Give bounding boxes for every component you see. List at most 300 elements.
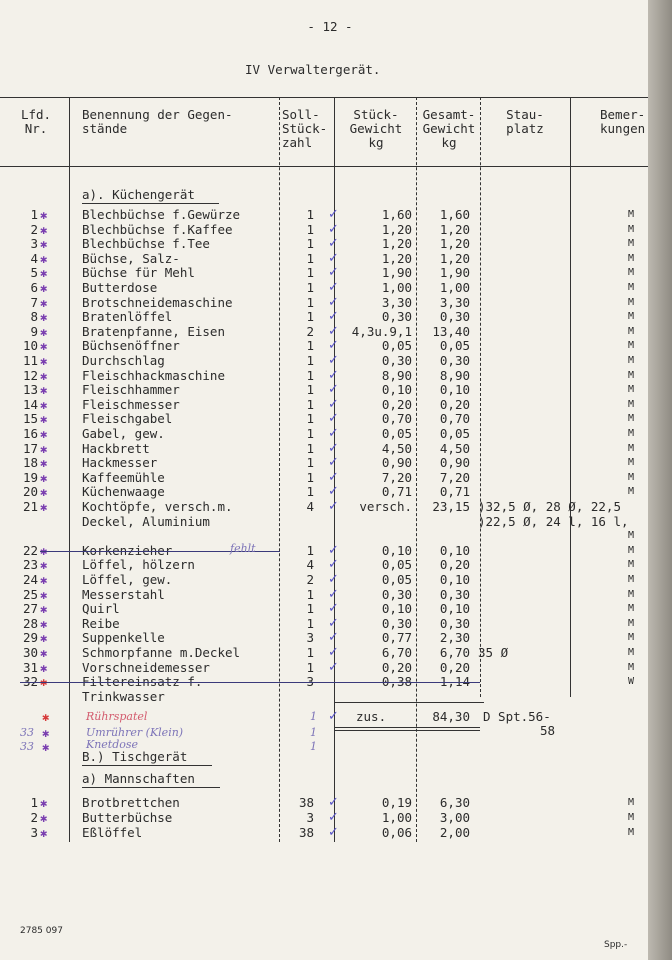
row-stueck-gewicht: 0,77 [381,630,412,646]
row-bemerkung: M [628,282,635,293]
row-gesamt-gewicht: 2,30 [439,630,470,646]
row-stueck-gewicht: 0,30 [381,309,412,325]
row-name: Messerstahl [82,586,165,602]
section-b-title: B.) Tischgerät [82,749,188,765]
check-tick: ✓ [328,586,339,602]
row-bemerkung: M [628,617,635,629]
row-bemerkung: M [628,369,635,381]
handwritten-umruehrer: Umrührer (Klein) [86,726,184,740]
row-stueck-gewicht: 0,30 [381,615,412,631]
check-tick: ✓ [328,280,339,295]
row-bemerkung: M [628,325,635,337]
row-gesamt-gewicht: 0,10 [439,542,470,558]
page-number: - 12 - [307,19,353,34]
check-tick: ✓ [328,810,339,825]
row-bemerkung: M [628,826,635,838]
purple-star-mark: ✱ [40,485,48,500]
section-b-underline [82,765,212,766]
row-soll: 1 [306,586,314,602]
row-number: 27 [22,601,38,617]
row-name: Suppenkelle [82,630,165,646]
row-name: Löffel, hölzern [82,557,195,573]
row-bemerkung: M [628,574,635,585]
section-a-underline [82,203,219,204]
row-number: 10 [22,338,38,354]
row-gesamt-gewicht: 1,60 [439,207,470,222]
row-stueck-gewicht: 6,70 [381,645,412,660]
row-number: 14 [22,396,38,412]
row-number: 29 [22,630,38,646]
check-tick: ✓ [328,396,339,412]
row-soll: 1 [306,367,314,383]
row-stueck-gewicht: 0,10 [381,542,412,558]
footer-right: Spp.- [604,940,628,950]
row-bemerkung: M [628,384,635,396]
row-number: 20 [22,484,38,500]
check-tick: ✓ [328,338,339,354]
row-number: 11 [22,353,38,368]
row-number: 9 [30,323,38,339]
red-star-mark: ✱ [42,710,50,725]
row-number: 16 [22,426,38,441]
row-stueck-gewicht: 1,20 [381,236,412,252]
row-gesamt-gewicht: 0,30 [439,309,470,325]
row-name: Fleischhammer [82,382,180,398]
section-b-sub-underline [82,787,220,788]
row-soll: 1 [306,280,314,295]
row-gesamt-gewicht: 6,70 [439,645,470,660]
row-gesamt-gewicht: 0,71 [439,484,470,500]
purple-star-mark: ✱ [40,354,48,368]
row-soll: 3 [306,810,314,825]
row-stueck-gewicht: 0,05 [381,338,412,354]
purple-star-mark: ✱ [40,237,48,252]
row-name: Büchsenöffner [82,338,180,354]
check-tick: ✓ [328,542,339,558]
total-gesamt: 84,30 [432,709,470,725]
row-name: Korkenzieher [82,542,173,558]
row-name: Quirl [82,601,120,617]
purple-star-mark: ✱ [40,796,48,811]
row-name: Reibe [82,615,120,631]
total-double-rule-1 [334,727,480,728]
row-number: 4 [30,250,38,266]
col-sep-6 [570,97,571,697]
row-bemerkung: M [628,398,635,410]
check-tick: ✓ [328,265,339,281]
row-soll: 2 [306,572,314,587]
row-soll: 1 [306,294,314,310]
row-stueck-gewicht: 0,10 [381,601,412,617]
row-soll: 1 [306,484,314,500]
check-tick: ✓ [328,323,339,339]
document-title: IV Verwaltergerät. [245,62,381,77]
row-gesamt-gewicht: 1,20 [439,236,470,252]
handwritten-nr-33: 33 [20,726,34,740]
row-gesamt-gewicht: 0,10 [439,601,470,617]
row-stueck-gewicht: 1,90 [381,265,412,281]
row-soll: 1 [306,542,314,558]
purple-star-mark: ✱ [40,368,48,383]
check-tick: ✓ [328,207,339,222]
header-bem: Bemer- kungen [600,107,646,136]
purple-star-mark: ✱ [40,587,48,602]
row-name: Hackmesser [82,455,158,471]
purple-star-mark: ✱ [40,825,48,840]
section-b-subtitle: a) Mannschaften [82,771,195,787]
row-gesamt-gewicht: 2,00 [439,824,470,840]
check-tick: ✓ [328,499,339,514]
check-tick: ✓ [328,367,339,383]
purple-star-mark: ✱ [40,646,48,660]
row-bemerkung: M [628,812,635,823]
row-number: 12 [22,367,38,383]
handwritten-ruehrspatel: Rührspatel [86,710,148,724]
handwritten-umruehrer-qty: 1 [310,726,317,740]
row-name: Löffel, gew. [82,572,173,587]
row-gesamt-gewicht: 0,30 [439,586,470,602]
row-bemerkung: M [628,457,635,469]
row-stueck-gewicht: 0,05 [381,426,412,441]
row-gesamt-gewicht: 0,20 [439,396,470,412]
row-soll: 38 [298,824,314,840]
row-stueck-gewicht: 0,05 [381,557,412,573]
row-number: 32 [22,674,38,690]
row-stueck-gewicht: 0,20 [381,659,412,675]
check-tick: ✓ [328,309,339,325]
purple-star-mark: ✱ [40,281,48,295]
check-tick: ✓ [328,250,339,266]
row-number: 13 [22,382,38,398]
row-soll: 1 [306,207,314,222]
purple-star-mark: ✱ [40,602,48,617]
row-bemerkung: M [628,544,635,556]
purple-star-mark: ✱ [40,500,48,514]
row-soll: 1 [306,382,314,398]
row-gesamt-gewicht: 3,00 [439,810,470,825]
row-name: Kochtöpfe, versch.m. [82,499,233,514]
check-tick: ✓ [328,659,339,675]
total-stauplatz: D Spt.56- [483,709,551,725]
row-stueck-gewicht: 1,00 [381,810,412,825]
check-tick: ✓ [328,294,339,310]
row-name: Brotschneidemaschine [82,294,233,310]
purple-star-mark: ✱ [40,324,48,339]
row-stueck-gewicht: 1,00 [381,280,412,295]
purple-star-mark: ✱ [40,208,48,222]
row-number: 8 [30,309,38,325]
row-soll: 3 [306,674,314,690]
row-bemerkung: M [628,559,635,571]
row-stueck-gewicht: 0,70 [381,411,412,427]
row-gesamt-gewicht: 1,14 [439,674,470,690]
check-tick: ✓ [328,426,339,441]
row-stueck-gewicht: 0,38 [381,674,412,690]
check-tick: ✓ [328,630,339,646]
row-gesamt-gewicht: 0,10 [439,382,470,398]
row-bemerkung: M [628,413,635,425]
row-number: 30 [22,645,38,660]
row-number: 28 [22,615,38,631]
purple-star-mark: ✱ [40,470,48,485]
row-gesamt-gewicht: 1,00 [439,280,470,295]
purple-star-mark: ✱ [40,631,48,646]
purple-star-mark: ✱ [40,543,48,558]
purple-star-mark: ✱ [40,266,48,281]
row-stueck-gewicht: 0,19 [381,795,412,811]
handwritten-knetdose: Knetdose [86,738,139,752]
row-gesamt-gewicht: 6,30 [439,795,470,811]
col-sep-2 [279,97,280,842]
row-stueck-gewicht: 0,71 [381,484,412,500]
row-number: 22 [22,542,38,558]
row-stueck-gewicht: 1,20 [381,250,412,266]
check-tick: ✓ [328,411,339,427]
row-soll: 1 [306,645,314,660]
handwritten-knetdose-qty: 1 [310,740,317,754]
total-double-rule-2 [334,730,480,731]
row-soll: 1 [306,221,314,237]
row-soll: 1 [306,353,314,368]
row-gesamt-gewicht: 1,20 [439,221,470,237]
row-bemerkung: M [628,252,635,264]
row-stueck-gewicht: 0,90 [381,455,412,471]
row-name: Vorschneidemesser [82,659,210,675]
row-name: Eßlöffel [82,824,143,840]
row-number: 2 [30,810,38,825]
row-soll: 3 [306,630,314,646]
row-stueck-gewicht: 3,30 [381,294,412,310]
check-tick: ✓ [328,455,339,471]
total-stauplatz-2: 58 [540,723,556,739]
footer-code: 2785 097 [20,926,63,936]
header-soll: Soll- Stück- zahl [282,107,328,150]
row-name: Fleischmesser [82,396,180,412]
purple-star-mark: ✱ [42,740,50,755]
row-number: 5 [30,265,38,281]
header-name: Benennung der Gegen- stände [82,107,233,136]
row-name: Deckel, Aluminium [82,513,210,529]
row-stueck-gewicht: versch. [359,499,412,514]
row-bemerkung: W [628,676,635,688]
row-gesamt-gewicht: 0,05 [439,338,470,354]
row-number: 21 [22,499,38,514]
header-lfd: Lfd. Nr. [20,107,52,136]
row-bemerkung: M [628,267,635,279]
check-tick: ✓ [328,795,339,811]
check-tick: ✓ [328,709,339,725]
row-name: Butterdose [82,280,158,295]
purple-star-mark: ✱ [40,310,48,325]
check-tick: ✓ [328,824,339,840]
row-stueck-gewicht: 0,10 [381,382,412,398]
row-bemerkung: M [628,530,635,542]
purple-star-mark: ✱ [40,441,48,456]
row-bemerkung: M [628,603,635,615]
row-bemerkung: M [628,632,635,644]
row-gesamt-gewicht: 1,90 [439,265,470,281]
row-stueck-gewicht: 0,20 [381,396,412,412]
row-gesamt-gewicht: 7,20 [439,469,470,485]
purple-star-mark: ✱ [42,726,50,741]
row-bemerkung: M [628,340,635,352]
row-bemerkung: M [628,797,635,809]
row-number: 31 [22,659,38,675]
purple-star-mark: ✱ [40,573,48,587]
row-stueck-gewicht: 1,60 [381,207,412,222]
row-soll: 1 [306,455,314,471]
check-tick: ✓ [328,601,339,617]
row-name: Filtereinsatz f. [82,674,203,690]
row-name: Blechbüchse f.Tee [82,236,210,252]
row-gesamt-gewicht: 0,70 [439,411,470,427]
col-sep-5 [480,97,481,697]
row-name: Trinkwasser [82,688,165,704]
row-stauplatz: 35 Ø [478,645,509,660]
row-gesamt-gewicht: 0,30 [439,615,470,631]
purple-star-mark: ✱ [40,295,48,310]
row-bemerkung: M [628,311,635,323]
row-number: 3 [30,236,38,252]
row-bemerkung: M [628,471,635,483]
row-number: 3 [30,824,38,840]
row-name: Kaffeemühle [82,469,165,485]
check-tick: ✓ [328,353,339,368]
row-soll: 1 [306,469,314,485]
row-soll: 1 [306,396,314,412]
purple-star-mark: ✱ [40,616,48,631]
purple-star-mark: ✱ [40,811,48,825]
row-stauplatz: )22,5 Ø, 24 l, 16 l, [478,513,629,529]
check-tick: ✓ [328,440,339,456]
row-name: Durchschlag [82,353,165,368]
purple-star-mark: ✱ [40,456,48,471]
row-bemerkung: M [628,355,635,366]
check-tick: ✓ [328,484,339,500]
row-soll: 1 [306,411,314,427]
row-gesamt-gewicht: 0,20 [439,659,470,675]
row-number: 15 [22,411,38,427]
row-gesamt-gewicht: 13,40 [432,323,470,339]
row-name: Brotbrettchen [82,795,180,811]
row-number: 1 [30,795,38,811]
check-tick: ✓ [328,221,339,237]
handwritten-ruehrspatel-qty: 1 [310,710,317,724]
row-name: Hackbrett [82,440,150,456]
row-stueck-gewicht: 0,30 [381,353,412,368]
header-bottom-rule [0,166,648,167]
row-number: 23 [22,557,38,573]
check-tick: ✓ [328,236,339,252]
row-bemerkung: M [628,296,635,308]
purple-star-mark: ✱ [40,675,48,690]
row-number: 18 [22,455,38,471]
row-soll: 38 [298,795,314,811]
row-number: 24 [22,572,38,587]
row-gesamt-gewicht: 8,90 [439,367,470,383]
row-gesamt-gewicht: 23,15 [432,499,470,514]
strike-line [20,682,480,683]
row-number: 2 [30,221,38,237]
row-gesamt-gewicht: 3,30 [439,294,470,310]
total-rule [334,702,484,703]
row-name: Küchenwaage [82,484,165,500]
check-tick: ✓ [328,615,339,631]
purple-star-mark: ✱ [40,427,48,441]
row-bemerkung: M [628,588,635,600]
total-label: zus. [356,709,387,725]
row-soll: 1 [306,338,314,354]
check-tick: ✓ [328,382,339,398]
row-stueck-gewicht: 4,3u.9,1 [351,323,412,339]
row-number: 17 [22,440,38,456]
row-bemerkung: M [628,223,635,235]
header-stau: Stau- platz [506,107,544,136]
row-number: 25 [22,586,38,602]
row-name: Büchse für Mehl [82,265,195,281]
section-a-title: a). Küchengerät [82,187,195,202]
purple-star-mark: ✱ [40,558,48,573]
handwritten-nr-33: 33 [20,740,34,754]
row-soll: 1 [306,659,314,675]
purple-star-mark: ✱ [40,397,48,412]
row-bemerkung: M [628,486,635,498]
purple-star-mark: ✱ [40,412,48,427]
row-soll: 4 [306,557,314,573]
row-gesamt-gewicht: 0,05 [439,426,470,441]
table-top-rule [0,97,648,98]
row-number: 1 [30,207,38,222]
purple-star-mark: ✱ [40,660,48,675]
row-soll: 1 [306,615,314,631]
handwritten-fehlt: fehlt [230,541,256,555]
row-soll: 1 [306,309,314,325]
purple-star-mark: ✱ [40,383,48,398]
row-name: Butterbüchse [82,810,173,825]
row-bemerkung: M [628,428,635,439]
row-stueck-gewicht: 8,90 [381,367,412,383]
row-name: Blechbüchse f.Gewürze [82,207,241,222]
row-soll: 1 [306,236,314,252]
row-stueck-gewicht: 0,05 [381,572,412,587]
row-gesamt-gewicht: 1,20 [439,250,470,266]
purple-star-mark: ✱ [40,251,48,266]
row-name: Blechbüchse f.Kaffee [82,221,233,237]
row-bemerkung: M [628,647,635,658]
row-name: Gabel, gew. [82,426,165,441]
row-stueck-gewicht: 4,50 [381,440,412,456]
row-number: 19 [22,469,38,485]
row-name: Bratenpfanne, Eisen [82,323,225,339]
row-soll: 1 [306,440,314,456]
row-stueck-gewicht: 1,20 [381,221,412,237]
row-bemerkung: M [628,209,635,220]
row-bemerkung: M [628,442,635,454]
col-sep-1 [69,97,70,842]
row-gesamt-gewicht: 4,50 [439,440,470,456]
page-edge-shadow [648,0,672,960]
purple-star-mark: ✱ [40,339,48,354]
row-gesamt-gewicht: 0,30 [439,353,470,368]
row-soll: 2 [306,323,314,339]
row-name: Fleischhackmaschine [82,367,225,383]
row-number: 6 [30,280,38,295]
header-gesamt: Gesamt- Gewicht kg [422,107,476,150]
row-stauplatz: )32,5 Ø, 28 Ø, 22,5 [478,499,621,514]
row-name: Fleischgabel [82,411,173,427]
row-name: Schmorpfanne m.Deckel [82,645,241,660]
row-soll: 4 [306,499,314,514]
